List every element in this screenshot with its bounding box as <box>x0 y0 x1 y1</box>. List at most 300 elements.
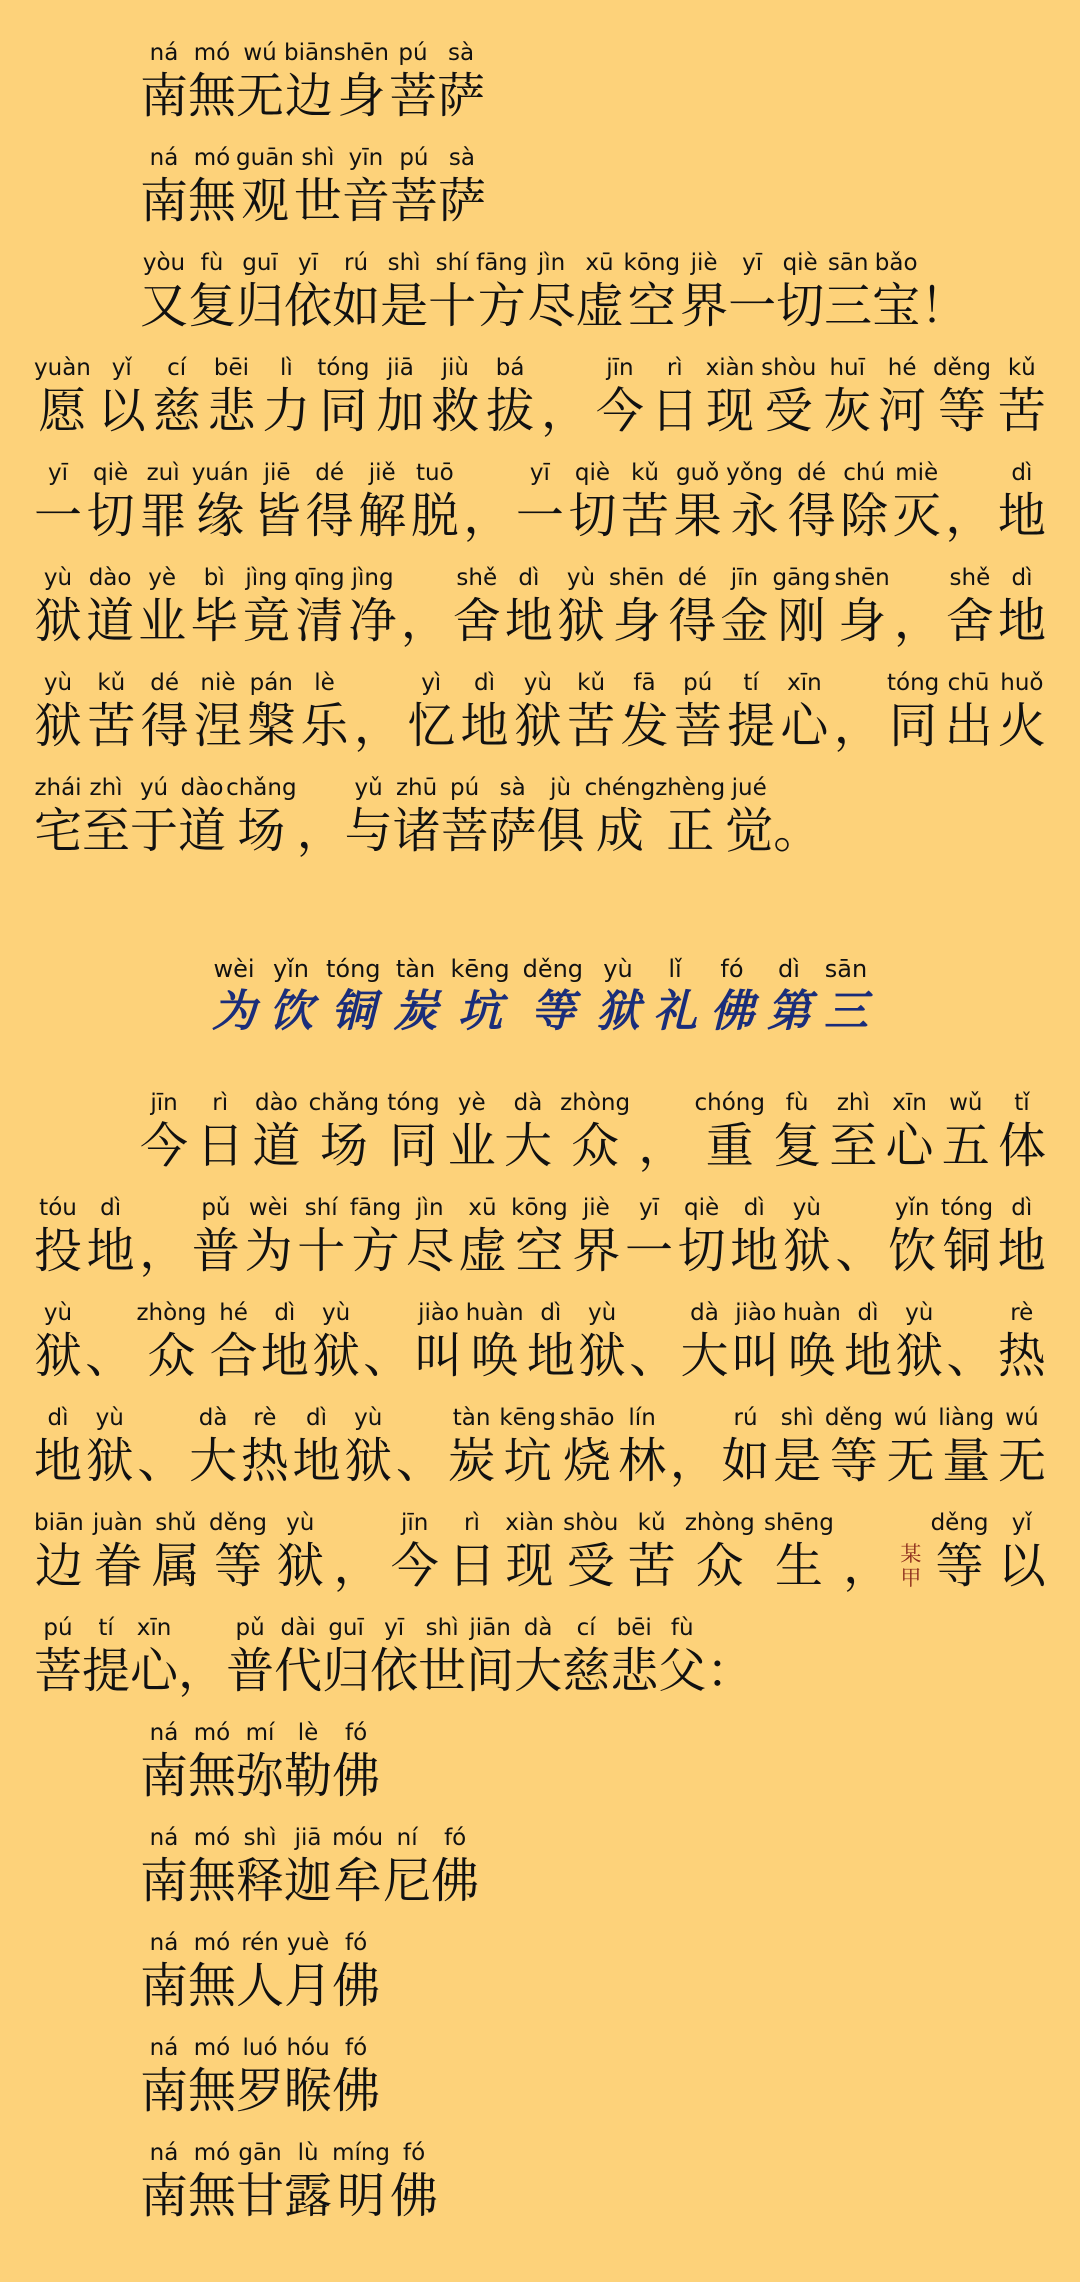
hanzi <box>284 40 334 126</box>
pinyin: lè <box>284 1720 333 1746</box>
pinyin: shě <box>945 565 994 591</box>
pinyin: tǐ <box>997 1090 1046 1116</box>
hanzi-char: 切 <box>677 1223 726 1279</box>
pinyin: jìng <box>348 565 397 591</box>
hanzi <box>527 250 575 336</box>
hanzi-char: 愿 <box>34 383 91 439</box>
hanzi-char: 方 <box>476 278 528 334</box>
pinyin: sān <box>823 955 868 983</box>
hanzi <box>720 565 768 651</box>
hanzi <box>188 2140 236 2226</box>
hanzi-char: 道 <box>178 803 227 859</box>
pinyin: tàn <box>393 955 438 983</box>
pinyin: tóng <box>940 1195 994 1221</box>
hanzi <box>668 565 716 651</box>
pinyin: fó <box>431 1825 480 1851</box>
hanzi-char: 出 <box>944 698 993 754</box>
pinyin: zuì <box>139 460 188 486</box>
pinyin: sà <box>488 775 537 801</box>
pinyin: xiàn <box>505 1510 554 1536</box>
pinyin: yuàn <box>34 355 91 381</box>
hanzi <box>153 355 201 441</box>
hanzi-char: 灰 <box>823 383 872 439</box>
hanzi-char: 发 <box>620 698 669 754</box>
hanzi-char: ， <box>463 488 512 544</box>
hanzi-char: 得 <box>305 488 354 544</box>
hanzi <box>350 1195 401 1281</box>
hanzi <box>312 1300 360 1386</box>
pinyin: cí <box>562 1615 611 1641</box>
pinyin <box>945 460 993 489</box>
hanzi-char: 萨 <box>488 803 537 859</box>
hanzi-char: 大 <box>514 1643 563 1699</box>
hanzi <box>245 1195 293 1281</box>
pinyin: dào <box>252 1090 301 1116</box>
pinyin: mó <box>188 2035 237 2061</box>
hanzi-char: 慈 <box>152 383 201 439</box>
hanzi-char: 灭 <box>892 488 941 544</box>
hanzi <box>998 460 1046 546</box>
hanzi <box>301 670 349 756</box>
hanzi <box>568 460 616 546</box>
hanzi-char: 虚 <box>575 278 624 334</box>
hanzi-char: 铜 <box>940 1223 994 1279</box>
hanzi-char: ， <box>296 803 345 859</box>
hanzi <box>212 955 256 1039</box>
hanzi-char: 拔 <box>486 383 535 439</box>
hanzi-char: 露 <box>284 2168 333 2224</box>
hanzi-char: 狱 <box>556 593 605 649</box>
hanzi-char: 狱 <box>596 986 641 1037</box>
hanzi <box>209 1510 267 1596</box>
hanzi <box>188 1930 236 2016</box>
hanzi-char: 身 <box>834 593 890 649</box>
hanzi <box>562 1615 610 1701</box>
hanzi-char: 众 <box>684 1538 755 1594</box>
hanzi-char: 世 <box>418 1643 467 1699</box>
hanzi <box>428 250 476 336</box>
hanzi-char: 地 <box>260 1328 309 1384</box>
hanzi-char: 清 <box>294 593 345 649</box>
hanzi-char: 日 <box>196 1118 245 1174</box>
hanzi-char: 果 <box>673 488 722 544</box>
hanzi <box>431 1825 479 1911</box>
pinyin: jīn <box>595 355 644 381</box>
pinyin: rè <box>997 1300 1046 1326</box>
hanzi-char: 毕 <box>190 593 239 649</box>
hanzi <box>261 1300 309 1386</box>
hanzi-char: 宅 <box>34 803 83 859</box>
hanzi-char: 狱 <box>85 1433 134 1489</box>
hanzi <box>394 955 438 1039</box>
pinyin: yù <box>312 1300 361 1326</box>
pinyin: lǐ <box>653 955 697 983</box>
pinyin: kǔ <box>87 670 136 696</box>
hanzi <box>567 670 615 756</box>
hanzi <box>188 250 236 336</box>
hanzi <box>829 1090 877 1176</box>
hanzi <box>788 460 836 546</box>
pinyin: xiàn <box>705 355 755 381</box>
hanzi <box>188 145 236 231</box>
hanzi <box>998 670 1046 756</box>
pinyin: ná <box>140 1930 189 1956</box>
hanzi-char: 今 <box>140 1118 189 1174</box>
hanzi-char: 至 <box>82 803 131 859</box>
pinyin: chǎng <box>308 1090 380 1116</box>
hanzi-char: 力 <box>262 383 311 439</box>
hanzi-char: 切 <box>776 278 825 334</box>
hanzi-char: 受 <box>563 1538 619 1594</box>
hanzi-char: 、 <box>395 1433 444 1489</box>
pinyin: yù <box>578 1300 627 1326</box>
hanzi-char: ， <box>638 1118 687 1174</box>
pinyin: sà <box>437 40 486 66</box>
hanzi <box>628 1510 676 1596</box>
text-line <box>34 775 821 861</box>
pinyin: fā <box>620 670 669 696</box>
hanzi <box>140 1825 188 1911</box>
pinyin: shì <box>773 1405 822 1431</box>
hanzi <box>505 1510 554 1596</box>
hanzi-char: 日 <box>447 1538 496 1594</box>
hanzi <box>284 1720 332 1806</box>
hanzi-char: 弥 <box>236 1748 285 1804</box>
pinyin: luó <box>236 2035 285 2061</box>
hanzi <box>761 355 816 441</box>
hanzi <box>322 1615 370 1701</box>
pinyin <box>401 565 449 594</box>
pinyin: shì <box>380 250 429 276</box>
pinyin: yù <box>556 565 605 591</box>
hanzi <box>504 1090 552 1176</box>
hanzi <box>431 355 479 441</box>
hanzi <box>136 1300 206 1386</box>
pinyin: ná <box>140 1825 189 1851</box>
punctuation <box>139 1195 187 1281</box>
hanzi <box>309 1090 380 1176</box>
pinyin: hóu <box>284 2035 333 2061</box>
hanzi-char: 父 <box>658 1643 707 1699</box>
pinyin: yǐn <box>268 955 313 983</box>
hanzi <box>418 1615 466 1701</box>
pinyin: yī <box>284 250 333 276</box>
hanzi <box>942 1090 990 1176</box>
pinyin: shì <box>236 1825 285 1851</box>
hanzi-char: 地 <box>460 698 509 754</box>
hanzi-char: 苦 <box>997 383 1046 439</box>
pinyin <box>139 1195 187 1224</box>
hanzi <box>516 460 564 546</box>
hanzi-char: 与 <box>344 803 393 859</box>
hanzi-char: 林 <box>618 1433 667 1489</box>
pinyin: yǐn <box>888 1195 937 1221</box>
pinyin <box>333 1510 381 1539</box>
hanzi <box>938 1405 994 1491</box>
pinyin: dà <box>503 1090 552 1116</box>
pinyin <box>463 460 511 489</box>
hanzi-char: 日 <box>650 383 699 439</box>
pinyin: yǔ <box>344 775 393 801</box>
hanzi-char: 無 <box>188 1958 237 2014</box>
hanzi <box>773 1090 821 1176</box>
hanzi-char: 复 <box>188 278 237 334</box>
hanzi <box>681 1300 729 1386</box>
hanzi <box>242 565 290 651</box>
hanzi <box>188 40 236 126</box>
hanzi-char: 解 <box>358 488 407 544</box>
hanzi-char: 迦 <box>284 1853 333 1909</box>
pinyin: jiē <box>253 460 302 486</box>
hanzi <box>34 670 82 756</box>
hanzi-char: 河 <box>878 383 927 439</box>
hanzi-char: ， <box>400 593 449 649</box>
pinyin: yuán <box>191 460 249 486</box>
hanzi-char: 礼 <box>653 986 697 1037</box>
hanzi-char: 、 <box>363 1328 412 1384</box>
pinyin: jiè <box>680 250 729 276</box>
hanzi <box>207 355 255 441</box>
hanzi-char: 萨 <box>437 173 486 229</box>
hanzi-char: 南 <box>140 1958 189 2014</box>
hanzi <box>441 775 489 861</box>
punctuation <box>401 565 449 651</box>
hanzi <box>189 1405 237 1491</box>
hanzi-char: 。 <box>773 803 822 859</box>
hanzi <box>878 355 926 441</box>
hanzi-char: 地 <box>86 1223 135 1279</box>
hanzi-char: 狱 <box>344 1433 393 1489</box>
hanzi <box>190 565 238 651</box>
hanzi-char: 、 <box>835 1223 884 1279</box>
hanzi-char: 金 <box>720 593 769 649</box>
hanzi-char: 提 <box>82 1643 131 1699</box>
hanzi <box>727 670 775 756</box>
hanzi <box>783 1195 831 1281</box>
hanzi-char: 狱 <box>34 698 83 754</box>
hanzi-char: 正 <box>655 803 726 859</box>
hanzi <box>476 250 527 336</box>
hanzi-char: 勒 <box>284 1748 333 1804</box>
hanzi <box>840 460 888 546</box>
placeholder-note <box>900 1542 921 1590</box>
hanzi <box>252 1090 300 1176</box>
hanzi-char: 同 <box>317 383 370 439</box>
pinyin: lè <box>300 670 349 696</box>
hanzi-char: 叫 <box>731 1328 780 1384</box>
pinyin: dì <box>997 565 1046 591</box>
punctuation <box>178 1615 226 1701</box>
pinyin: pú <box>34 1615 82 1641</box>
hanzi-char: 苦 <box>627 1538 676 1594</box>
hanzi-char: 火 <box>997 698 1046 754</box>
hanzi <box>34 355 91 441</box>
hanzi <box>461 670 509 756</box>
hanzi-char: 又 <box>140 278 189 334</box>
hanzi-char: 坑 <box>450 986 510 1037</box>
hanzi <box>34 460 82 546</box>
hanzi <box>998 1510 1046 1596</box>
hanzi <box>140 40 188 126</box>
pinyin: wǔ <box>941 1090 990 1116</box>
punctuation <box>947 1300 995 1386</box>
hanzi-char: 普 <box>191 1223 240 1279</box>
hanzi <box>236 1930 284 2016</box>
hanzi <box>448 1510 496 1596</box>
pinyin: yì <box>407 670 456 696</box>
pinyin: shě <box>452 565 501 591</box>
pinyin: yù <box>276 1510 325 1536</box>
hanzi-char: 明 <box>332 2168 391 2224</box>
hanzi-char: 诸 <box>392 803 441 859</box>
hanzi <box>486 355 534 441</box>
hanzi-char: 十 <box>428 278 477 334</box>
hanzi-char: 地 <box>844 1328 893 1384</box>
pinyin: jiù <box>431 355 480 381</box>
pinyin <box>178 1615 226 1644</box>
hanzi-char: 佛 <box>390 2168 439 2224</box>
pinyin: kǔ <box>567 670 616 696</box>
pinyin: yù <box>34 670 83 696</box>
hanzi-char: 人 <box>236 1958 285 2014</box>
hanzi-char: 虚 <box>458 1223 507 1279</box>
pinyin: rì <box>447 1510 496 1536</box>
hanzi <box>87 670 135 756</box>
hanzi-char: 以 <box>97 383 146 439</box>
hanzi-char: 叫 <box>414 1328 463 1384</box>
hanzi-char: 佛 <box>332 2063 381 2119</box>
text-line <box>140 145 486 231</box>
hanzi <box>411 460 459 546</box>
pinyin: móu <box>332 1825 384 1851</box>
hanzi-char: 牟 <box>332 1853 384 1909</box>
pinyin: pǔ <box>226 1615 275 1641</box>
hanzi <box>578 1300 626 1386</box>
pinyin: jù <box>536 775 585 801</box>
pinyin: niè <box>193 670 242 696</box>
hanzi-char: 脱 <box>410 488 459 544</box>
text-line <box>34 460 1046 546</box>
text-line <box>140 1090 1046 1176</box>
hanzi-char: 狱 <box>312 1328 361 1384</box>
hanzi <box>998 1195 1046 1281</box>
pinyin: huī <box>823 355 872 381</box>
hanzi-char: 一 <box>624 1223 673 1279</box>
pinyin <box>773 775 821 804</box>
hanzi-char: ， <box>178 1643 227 1699</box>
hanzi-char: 等 <box>824 1433 883 1489</box>
pinyin: mó <box>188 1825 237 1851</box>
pinyin: kōng <box>511 1195 568 1221</box>
hanzi-char: ， <box>139 1223 188 1279</box>
hanzi <box>728 250 776 336</box>
hanzi <box>332 1825 383 1911</box>
hanzi <box>140 145 188 231</box>
pinyin: qīng <box>294 565 345 591</box>
pinyin: ná <box>140 2140 189 2166</box>
pinyin: dà <box>189 1405 238 1431</box>
pinyin: shì <box>418 1615 467 1641</box>
pinyin: jiě <box>358 460 407 486</box>
hanzi <box>383 1825 431 1911</box>
text-line <box>140 2035 380 2121</box>
hanzi-char: 为 <box>212 986 256 1037</box>
hanzi <box>130 775 178 861</box>
text-line <box>34 1195 1046 1281</box>
hanzi-char: 悲 <box>610 1643 659 1699</box>
pinyin: zhòng <box>560 1090 631 1116</box>
hanzi-char: 悲 <box>207 383 256 439</box>
hanzi-char: 菩 <box>440 803 489 859</box>
hanzi <box>236 250 284 336</box>
pinyin: jué <box>725 775 774 801</box>
hanzi <box>262 355 310 441</box>
pinyin: hé <box>209 1300 258 1326</box>
pinyin: pǔ <box>191 1195 240 1221</box>
hanzi-char: 场 <box>308 1118 380 1174</box>
pinyin: zhì <box>829 1090 878 1116</box>
pinyin <box>834 670 882 699</box>
pinyin: guān <box>236 145 294 171</box>
hanzi <box>236 2035 284 2121</box>
punctuation <box>333 1510 381 1596</box>
hanzi-char: 觉 <box>725 803 774 859</box>
punctuation <box>836 1195 884 1281</box>
hanzi-char: 业 <box>138 593 187 649</box>
hanzi-char: 道 <box>86 593 135 649</box>
pinyin: jìng <box>242 565 291 591</box>
hanzi <box>710 955 754 1039</box>
pinyin: ní <box>383 1825 432 1851</box>
punctuation <box>894 565 942 651</box>
punctuation <box>354 670 402 756</box>
pinyin: kōng <box>623 250 681 276</box>
text-line <box>34 1615 754 1701</box>
hanzi <box>466 1615 514 1701</box>
hanzi <box>380 250 428 336</box>
hanzi <box>730 1195 778 1281</box>
hanzi-char: 身 <box>333 68 390 124</box>
pinyin: yī <box>728 250 777 276</box>
hanzi-char: 佛 <box>709 986 754 1037</box>
text-line <box>140 250 968 336</box>
hanzi <box>998 1405 1046 1491</box>
pinyin: fó <box>390 2140 439 2166</box>
hanzi-char: 边 <box>34 1538 84 1594</box>
pinyin: juàn <box>92 1510 143 1536</box>
hanzi <box>674 670 722 756</box>
pinyin: kǔ <box>621 460 670 486</box>
hanzi <box>284 250 332 336</box>
pinyin: rì <box>650 355 699 381</box>
pinyin <box>706 1615 754 1644</box>
hanzi <box>624 250 681 336</box>
pinyin: qiè <box>776 250 825 276</box>
hanzi <box>998 355 1046 441</box>
hanzi-char: 萨 <box>437 68 486 124</box>
hanzi-char: 复 <box>773 1118 822 1174</box>
hanzi-char: 地 <box>526 1328 575 1384</box>
hanzi <box>407 670 455 756</box>
pinyin: wèi <box>244 1195 293 1221</box>
hanzi-char: 身 <box>609 593 665 649</box>
pinyin: tí <box>727 670 776 696</box>
pinyin: dé <box>305 460 354 486</box>
pinyin: shēn <box>333 40 390 66</box>
hanzi <box>294 145 342 231</box>
pinyin: bǎo <box>872 250 921 276</box>
hanzi <box>236 2140 284 2226</box>
